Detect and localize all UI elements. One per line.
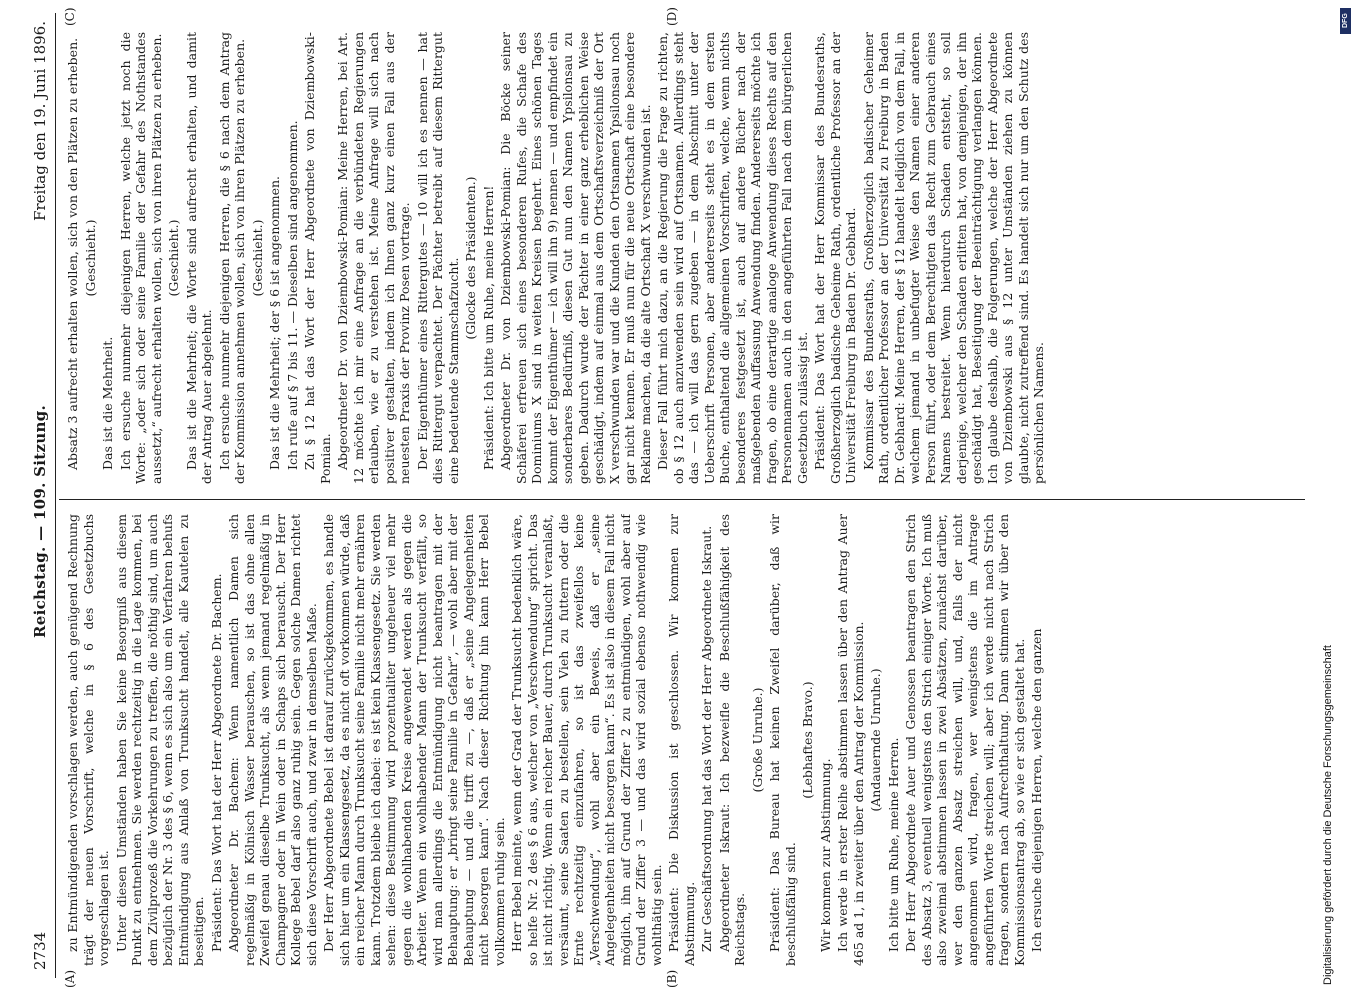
paragraph: Das ist die Mehrheit. xyxy=(100,336,115,470)
paragraph: Präsident: Das Wort hat der Herr Abgeordnete Dr. Bachem. xyxy=(208,573,224,952)
paragraph: Zur Geschäftsordnung hat das Wort der Herr Abgeordnete Iskraut. xyxy=(699,525,714,952)
paragraph: Abgeordneter Dr. von Dziembowski-Pomian: Die Böcke seiner Schäferei erfreuen sich eines besonderen Rufes, die Schafe des Dominiums X sind in weiten Kreisen begehrt. Eines schönen Tages kommt der Eigenthümer — ich will ihn 9) nennen — und empfindet ein sonderbares Bedürfniß, diesen Gut nun den Namen Ypsilonsau zu geben. Dadurch wurde der Pächter in einer ganz erheblichen Weise geschädigt, indem auf einmal aus dem Ortschaftsverzeichniß der Ort X verschwunden war und die Kunden den Ortsnamen Ypsilonsau noch gar nicht kennen. Er muß nun für die neue Ortschaft eine besondere Reklame machen, da die alte Ortschaft X verschwunden ist. xyxy=(498,32,653,484)
paragraph: (Glocke des Präsidenten.) xyxy=(463,176,478,340)
paragraph: Ich rufe auf § 7 bis 11. — Dieselben sind angenommen. xyxy=(284,120,300,470)
page-number: 2734 xyxy=(31,931,49,970)
paragraph: Präsident: Die Diskussion ist geschlossen. Wir kommen zur Abstimmung. xyxy=(666,514,697,966)
margin-mark-a: (A) xyxy=(63,969,77,988)
column-divider xyxy=(59,499,1305,500)
paragraph: Abgeordneter Iskraut: Ich bezweifle die Beschlußfähigkeit des Reichstags. xyxy=(716,514,747,966)
margin-mark-b: (B) xyxy=(665,969,679,988)
paragraph: (Geschieht.) xyxy=(82,219,98,297)
header-rule xyxy=(55,13,56,978)
paragraph: (Geschieht.) xyxy=(249,219,265,297)
paragraph: zu Entmündigenden vorschlagen werden, auch genügend Rechnung trägt der neuen Vorschrift, welche in § 6 des Gesetzbuchs vorgeschlagen ist. xyxy=(65,514,111,966)
paragraph: Der Herr Abgeordnete Bebel ist darauf zurückgekommen, es handle sich hier um ein Klassengesetz, da es nicht oft vorkommen würde, daß ein reicher Mann durch Trunksucht seine Familie nicht mehr ernähren kann. Trotzdem bleibe ich dabei: es ist kein Klassengesetz. Sie werden sehen: diese Bestimmung wird prozentualiter ungeheuer viel mehr gegen die wohlhabenden Kreise angewendet werden als gegen die Arbeiter. Wenn ein wohlhabender Mann der Trunksucht verfällt, so wird man allerdings die Entmündigung nicht beantragen mit der Behauptung: er „bringt seine Familie in Gefahr“, — wohl aber mit der Behauptung — und die trifft zu —, daß er „seine Angelegenheiten nicht besorgen kann“. Nach dieser Richtung hin kann Herr Bebel vollkommen ruhig sein. xyxy=(321,514,507,966)
session-date: Freitag den 19. Juni 1896. xyxy=(31,21,49,221)
page-header xyxy=(25,13,59,978)
paragraph: Ich ersuche diejenigen Herren, welche den ganzen xyxy=(1029,628,1044,952)
paragraph: (Andauernde Unruhe.) xyxy=(868,668,883,812)
paragraph: Das ist die Mehrheit; der § 6 ist angenommen. xyxy=(267,175,282,470)
paragraph: Präsident: Das Wort hat der Herr Kommissar des Bundesraths, Großherzoglich badische Geheime Rath, ordentliche Professor an der Universität Freiburg in Baden Dr. Gebhard. xyxy=(812,32,858,484)
paragraph: (Lebhaftes Bravo.) xyxy=(800,681,815,799)
paragraph: Abgeordneter Dr. Bachem: Wenn namentlich Damen sich regelmäßig in Kölnisch Wasser berauschen, so ist das ohne allen Zweifel genau dieselbe Trunksucht, als wenn jemand regelmäßig in Champagner oder in Wein oder in Schaps sich berauscht. Der Herr Kollege Bebel darf also ganz ruhig sein. Gegen solche Damen richtet sich diese Vorschrift auch, und zwar in demselben Maße. xyxy=(226,514,319,966)
margin-mark-d: (D) xyxy=(665,7,679,26)
paragraph: Unter diesen Umständen haben Sie keine Besorgniß aus diesem Punkt zu entnehmen. Sie werden rechtzeitig in die Lage kommen, bei dem Zivilprozeß die Vorkehrungen zu treffen, die nöthig sind, um auch bezüglich der Nr. 3 des § 6, wenn es sich also um ein Verfahren behufs Entmündigung aus Anlaß von Trunksucht handelt, alle Kautelen zu beseitigen. xyxy=(113,514,206,966)
margin-mark-c: (C) xyxy=(63,7,77,26)
paragraph: Ich ersuche nunmehr diejenigen Herren, die § 6 nach dem Antrag der Kommission annehmen wollen, sich von ihren Plätzen zu erheben. xyxy=(216,32,247,484)
paragraph: Ich ersuche nunmehr diejenigen Herren, welche jetzt noch die Worte: „oder sich oder seine Familie der Gefahr des Nothstandes aussetzt,“ aufrecht erhalten wollen, sich von ihren Plätzen zu erheben. xyxy=(117,32,164,484)
footer xyxy=(1322,645,1342,995)
left-column xyxy=(65,514,1295,966)
paragraph: Ich bitte um Ruhe, meine Herren. xyxy=(885,737,901,952)
paragraph: (Große Unruhe.) xyxy=(749,687,765,793)
paragraph: Zu § 12 hat das Wort der Herr Abgeordnete von Dziembowski-Pomian. xyxy=(302,32,333,484)
paragraph: Absatz 3 aufrecht erhalten wollen, sich von den Plätzen zu erheben. xyxy=(65,37,80,470)
paragraph: Präsident: Das Bureau hat keinen Zweifel darüber, daß wir beschlußfähig sind. xyxy=(767,514,798,966)
right-column xyxy=(65,32,1295,484)
paragraph: Wir kommen zur Abstimmung. xyxy=(817,758,833,952)
paragraph: Abgeordneter Dr. von Dziembowski-Pomian: Meine Herren, bei Art. 12 möchte ich mir eine Anfrage an die verbündeten Regierungen erlauben, wie er zu verstehen ist. Meine Anfrage will sich nach positiver gestalten, indem ich Ihnen ganz kurz einen Fall aus der neuesten Praxis der Provinz Posen vortrage. xyxy=(335,32,412,484)
paragraph: Ich werde in erster Reihe abstimmen lassen über den Antrag Auer 465 ad 1, in zweiter über den Antrag der Kommission. xyxy=(835,514,866,966)
running-title: Reichstag. — 109. Sitzung. xyxy=(31,404,49,638)
paragraph: Herr Bebel meinte, wenn der Grad der Trunksucht bedenklich wäre, so helfe Nr. 2 des § 6 aus, welcher von „Verschwendung“ spricht. Das ist nicht richtig. Wenn ein reicher Bauer, durch Trunksucht veranlaßt, versäumt, seine Saaten zu bestellen, sein Vieh zu futtern oder die Ernte rechtzeitig einzufahren, so ist das zweifellos keine „Verschwendung“, wohl aber ein Beweis, daß er „seine Angelegenheiten nicht besorgen kann“. Es ist also in diesem Fall nicht möglich, ihn auf Grund der Ziffer 2 zu entmündigen, wohl aber auf Grund der Ziffer 3 — und das wird sozial ebenso nothwendig wie wohlthätig sein. xyxy=(509,514,664,966)
paragraph: (Geschieht.) xyxy=(166,219,181,297)
rotated-document-page xyxy=(25,7,1315,988)
paragraph: Der Herr Abgeordnete Auer und Genossen beantragen den Strich des Absatz 3, eventuell wenigstens den Strich einiger Worte. Ich muß also zweimal abstimmen lassen in zwei Absätzen, zunächst darüber, wer den ganzen Absatz streichen will, und, falls der nicht angenommen wird, fragen, wer wenigstens die im Antrage angeführten Worte streichen will; aber ich werde nicht nach Strich fragen, sondern nach Aufrechthaltung. Dann stimmen wir über den Kommissionsantrag ab, so wie er sich gestaltet hat. xyxy=(903,514,1027,966)
paragraph: Dieser Fall führt mich dazu, an die Regierung die Frage zu richten, ob § 12 auch anzuwenden sein wird auf Ortsnamen. Allerdings steht das — ich will das gern zugeben — in dem Abschnitt unter der Ueberschrift Personen, aber andererseits steht es in dem ersten Buche, enthaltend die allgemeinen Vorschriften, welche, wenn nichts besonderes festgesetzt ist, auch auf andere Bücher nach der maßgebenden Auffassung Anwendung finden. Andererseits möchte ich fragen, ob eine derartige analoge Anwendung dieses Rechts auf den Personennamen auch in den angeführten Fall nach dem bürgerlichen Gesetzbuch zulässig ist. xyxy=(655,32,810,484)
digitization-note: Digitalisierung gefördert durch die Deutsche Forschungsgemeinschaft xyxy=(1322,645,1334,985)
paragraph: Das ist die Mehrheit; die Worte sind aufrecht erhalten, und damit der Antrag Auer abgelehnt. xyxy=(183,32,214,484)
paragraph: Der Eigenthümer eines Rittergutes — 10 will ich es nennen — hat dies Rittergut verpachtet. Der Pächter betreibt auf diesem Rittergut eine bedeutende Stammschafzucht. xyxy=(414,32,461,484)
dfg-logo: DFG xyxy=(1340,8,1351,34)
paragraph: Präsident: Ich bitte um Ruhe, meine Herren! xyxy=(480,185,496,470)
paragraph: Kommissar des Bundesraths, Großherzoglich badischer Geheimer Rath, ordentlicher Professor an der Universität zu Freiburg in Baden Dr. Gebhard: Meine Herren, der § 12 handelt lediglich von dem Fall, in welchem jemand in unbefugter Weise den Namen einer anderen Person führt, oder dem Berechtigten das Recht zum Gebrauch eines Namens bestreitet. Wenn hierdurch Schaden entsteht, so soll derjenige, welcher den Schaden erlitten hat, von demjenigen, der ihn geschädigt hat, Beseitigung der Beeinträchtigung verlangen können. Ich glaube deshalb, die Folgerungen, welche der Herr Abgeordnete von Dziembowski aus § 12 unter Umständen ziehen zu können glaubte, nicht zutreffend sind. Es handelt sich nur um den Schutz des persönlichen Namens. xyxy=(860,32,1046,484)
